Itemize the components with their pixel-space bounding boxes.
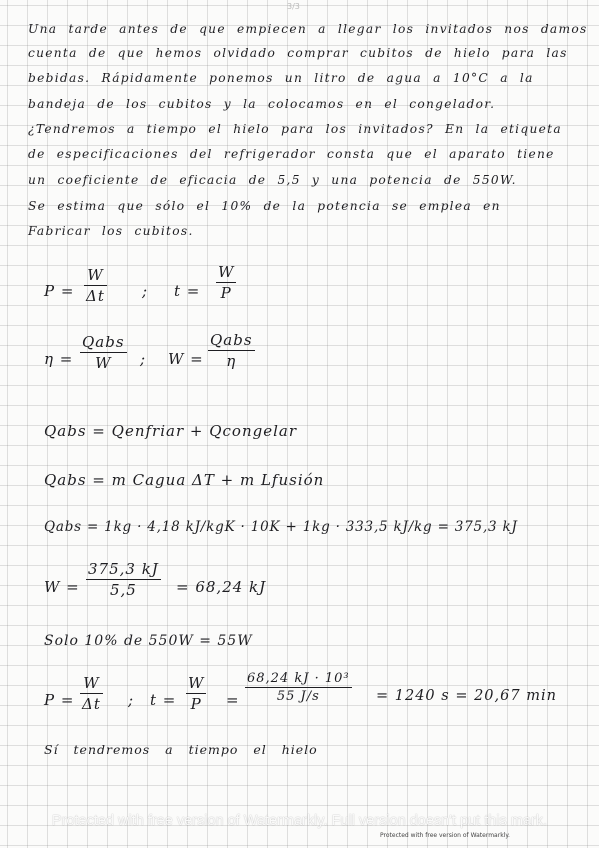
problem-line-3: bebidas. Rápidamente ponemos un litro de agua a 10°C a la (28, 71, 534, 85)
conclusion-text: Sí tendremos a tiempo el hielo (44, 742, 318, 757)
time-eq2-lhs: t = (150, 691, 177, 709)
time-calc-denominator: 55 J/s (276, 689, 320, 705)
work-calc-denominator: 5,5 (109, 581, 137, 600)
problem-line-6: de especificaciones del refrigerador consta que el aparato tiene (28, 147, 555, 161)
fraction-bar (245, 687, 352, 688)
fraction-bar (216, 282, 236, 283)
problem-line-8: Se estima que sólo el 10% de la potencia se emplea en (28, 199, 501, 213)
separator: ; (128, 691, 135, 709)
fraction-bar (84, 285, 107, 286)
separator: ; (142, 282, 149, 300)
efficiency-denominator: W (95, 354, 112, 373)
time-denominator: P (220, 284, 232, 303)
qabs-result-eq: Qabs = 1kg · 4,18 kJ/kgK · 10K + 1kg · 333,5 kJ/kg = 375,3 kJ (44, 519, 518, 535)
problem-line-1: Una tarde antes de que empiecen a llegar los invitados nos damos (28, 22, 588, 36)
power-eq2-lhs: P = (44, 691, 75, 709)
time-numerator: W (218, 263, 235, 281)
power-eq-lhs: P = (44, 282, 75, 300)
separator: ; (140, 350, 147, 368)
power-numerator-2: W (83, 674, 100, 692)
problem-line-4: bandeja de los cubitos y la colocamos en el congelador. (28, 97, 496, 111)
time-calc-numerator: 68,24 kJ · 10³ (247, 671, 350, 686)
time-eq-lhs: t = (174, 282, 201, 300)
fraction-bar (80, 352, 127, 353)
work-calc-fraction (86, 560, 161, 599)
work-eq-lhs: W = (168, 350, 204, 368)
efficiency-numerator: Qabs (82, 333, 125, 351)
time-calc-fraction (245, 671, 352, 704)
efficiency-fraction (80, 333, 127, 372)
power-fraction-2 (80, 674, 103, 713)
fraction-bar (86, 579, 161, 580)
efficiency-eq-lhs: η = (44, 350, 74, 368)
time-fraction-2 (186, 674, 206, 713)
work-calc-result: = 68,24 kJ (176, 578, 267, 596)
fraction-bar (208, 350, 255, 351)
problem-line-7: un coeficiente de eficacia de 5,5 y una potencia de 550W. (28, 173, 517, 187)
time-result: = 1240 s = 20,67 min (376, 688, 557, 704)
problem-line-2: cuenta de que hemos olvidado comprar cubitos de hielo para las (28, 46, 568, 60)
power-denominator-2: Δt (82, 695, 101, 714)
time-numerator-2: W (188, 674, 205, 692)
qabs-formula-eq: Qabs = m Cagua ΔT + m Lfusión (44, 471, 325, 489)
fraction-bar (80, 693, 103, 694)
problem-line-9: Fabricar los cubitos. (28, 224, 194, 238)
work-numerator: Qabs (210, 331, 253, 349)
qabs-sum-eq: Qabs = Qenfriar + Qcongelar (44, 422, 297, 440)
power-numerator: W (87, 266, 104, 284)
power-denominator: Δt (86, 287, 105, 306)
time-fraction (216, 263, 236, 302)
problem-line-5: ¿Tendremos a tiempo el hielo para los invitados? En la etiqueta (28, 122, 562, 136)
footer-mark: Protected with free version of Watermarkly. (380, 832, 510, 839)
work-fraction (208, 331, 255, 370)
power-fraction-note: Solo 10% de 550W = 55W (44, 633, 253, 649)
work-denominator: η (226, 352, 237, 371)
equals-sign: = (226, 691, 240, 709)
watermark-text: Protected with free version of Watermarkly. Full version doesn't put this mark. (51, 813, 548, 829)
work-calc-numerator: 375,3 kJ (88, 560, 159, 578)
power-fraction (84, 266, 107, 305)
fraction-bar (186, 693, 206, 694)
work-calc-lhs: W = (44, 578, 80, 596)
time-denominator-2: P (190, 695, 202, 714)
page-number: 3/3 (287, 2, 300, 11)
